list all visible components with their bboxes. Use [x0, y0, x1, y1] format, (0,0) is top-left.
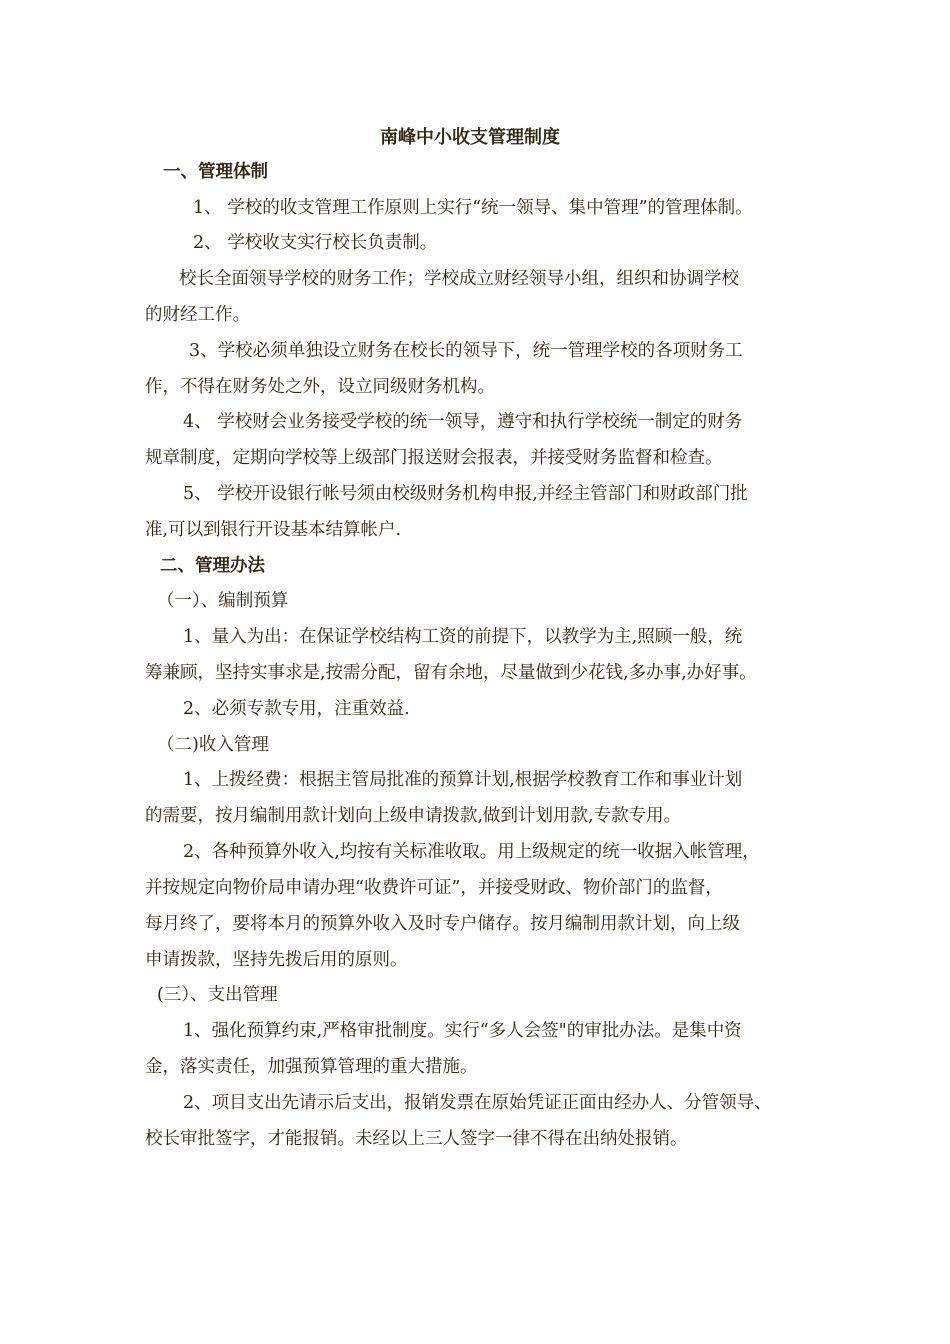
paragraph-line: 2、各种预算外收入,均按有关标准收取。用上级规定的统一收据入帐管理， [183, 842, 760, 862]
paragraph-line: 1、 学校的收支管理工作原则上实行“统一领导、集中管理”的管理体制。 [193, 198, 753, 218]
subsection-heading: （一）、编制预算 [157, 591, 289, 611]
paragraph-line: 的需要，按月编制用款计划向上级申请拨款,做到计划用款,专款专用。 [145, 806, 682, 826]
subsection-heading: （二)收入管理 [157, 735, 269, 755]
paragraph-line: 金，落实责任，加强预算管理的重大措施。 [145, 1057, 478, 1077]
paragraph-line: 筹兼顾，坚持实事求是,按需分配，留有余地，尽量做到少花钱,多办事,办好事。 [145, 663, 757, 683]
paragraph-line: 2、 学校收支实行校长负责制。 [193, 233, 438, 253]
subsection-heading: (三）、支出管理 [157, 985, 278, 1005]
paragraph-line: 规章制度，定期向学校等上级部门报送财会报表，并接受财务监督和检查。 [145, 448, 723, 468]
paragraph-line: 每月终了，要将本月的预算外收入及时专户储存。按月编制用款计划，向上级 [145, 914, 740, 934]
paragraph-line: 校长全面领导学校的财务工作；学校成立财经领导小组，组织和协调学校 [179, 269, 739, 289]
paragraph-line: 3、学校必须单独设立财务在校长的领导下，统一管理学校的各项财务工 [189, 341, 743, 361]
section-heading: 二、管理办法 [160, 556, 265, 576]
paragraph-line: 2、项目支出先请示后支出，报销发票在原始凭证正面由经办人、分管领导、 [183, 1093, 772, 1113]
paragraph-line: 1、上拨经费：根据主管局批准的预算计划,根据学校教育工作和事业计划 [183, 770, 743, 790]
document-title: 南峰中小收支管理制度 [380, 127, 560, 148]
paragraph-line: 作，不得在财务处之外，设立同级财务机构。 [145, 377, 495, 397]
section-heading: 一、管理体制 [163, 162, 268, 182]
paragraph-line: 4、 学校财会业务接受学校的统一领导，遵守和执行学校统一制定的财务 [183, 412, 743, 432]
paragraph-line: 并按规定向物价局申请办理“收费许可证”，并接受财政、物价部门的监督， [145, 878, 723, 898]
paragraph-line: 1、量入为出：在保证学校结构工资的前提下，以教学为主,照顾一般，统 [183, 627, 743, 647]
paragraph-line: 2、必须专款专用，注重效益. [183, 699, 410, 719]
paragraph-line: 校长审批签字，才能报销。未经以上三人签字一律不得在出纳处报销。 [145, 1129, 688, 1149]
paragraph-line: 5、 学校开设银行帐号须由校级财务机构申报,并经主管部门和财政部门批 [183, 484, 748, 504]
paragraph-line: 准,可以到银行开设基本结算帐户. [145, 520, 402, 540]
paragraph-line: 申请拨款，坚持先拨后用的原则。 [145, 950, 408, 970]
paragraph-line: 1、强化预算约束,严格审批制度。实行“多人会签"的审批办法。是集中资 [183, 1021, 742, 1041]
paragraph-line: 的财经工作。 [145, 305, 250, 325]
